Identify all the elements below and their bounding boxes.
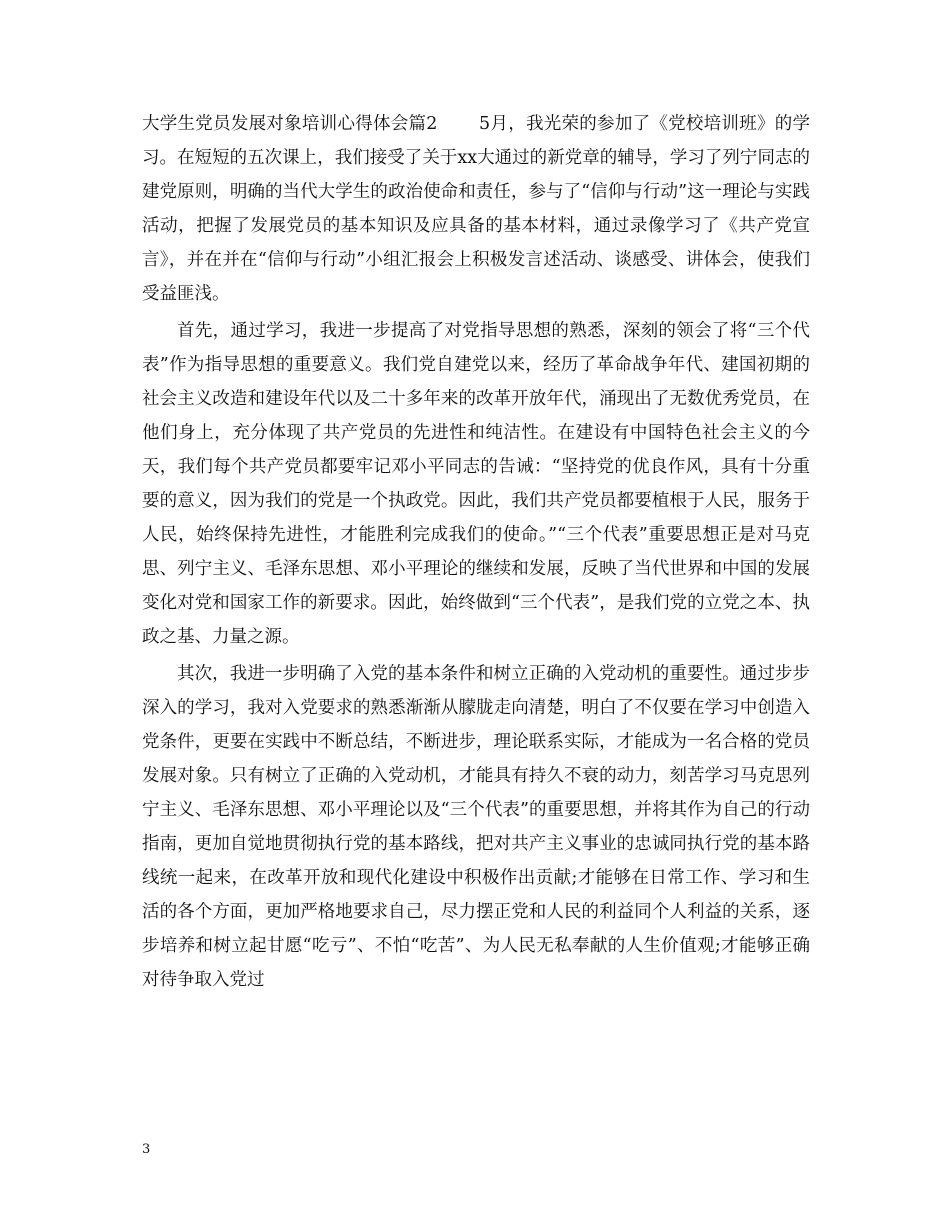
paragraph-intro: 大学生党员发展对象培训心得体会篇2 5月，我光荣的参加了《党校培训班》的学习。在短短的五次课上，我们接受了关于xx大通过的新党章的辅导，学习了列宁同志的建党原则，明确的当代大学生的政治使命和责任，参与了“信仰与行动”这一理论与实践活动，把握了发展党员的基本知识及应具备的基本材料，通过录像学习了《共产党宣言》，并在并在“信仰与行动”小组汇报会上积极发言述活动、谈感受、讲体会，使我们受益匪浅。 — [142, 114, 810, 304]
paragraph-second-point: 其次，我进一步明确了入党的基本条件和树立正确的入党动机的重要性。通过步步深入的学习，我对入党要求的熟悉渐渐从朦胧走向清楚，明白了不仅要在学习中创造入党条件，更要在实践中不断总结，不断进步，理论联系实际，才能成为一名合格的党员发展对象。只有树立了正确的入党动机，才能具有持久不衰的动力，刻苦学习马克思列宁主义、毛泽东思想、邓小平理论以及“三个代表”的重要思想，并将其作为自己的行动指南，更加自觉地贯彻执行党的基本路线，把对共产主义事业的忠诚同执行党的基本路线统一起来，在改革开放和现代化建设中积极作出贡献;才能够在日常工作、学习和生活的各个方面，更加严格地要求自己，尽力摆正党和人民的利益同个人利益的关系，逐步培养和树立起甘愿“吃亏”、不怕“吃苦”、为人民无私奉献的人生价值观;才能够正确对待争取入党过 — [142, 664, 810, 990]
page-number: 3 — [142, 1142, 151, 1157]
paragraph-first-point: 首先，通过学习，我进一步提高了对党指导思想的熟悉，深刻的领会了将“三个代表”作为指导思想的重要意义。我们党自建党以来，经历了革命战争年代、建国初期的社会主义改造和建设年代以及二十多年来的改革开放年代，涌现出了无数优秀党员，在他们身上，充分体现了共产党员的先进性和纯洁性。在建设有中国特色社会主义的今天，我们每个共产党员都要牢记邓小平同志的告诫：“坚持党的优良作风，具有十分重要的意义，因为我们的党是一个执政党。因此，我们共产党员都要植根于人民，服务于人民，始终保持先进性，才能胜利完成我们的使命。”“三个代表”重要思想正是对马克思、列宁主义、毛泽东思想、邓小平理论的继续和发展，反映了当代世界和中国的发展变化对党和国家工作的新要求。因此，始终做到“三个代表”，是我们党的立党之本、执政之基、力量之源。 — [142, 321, 810, 647]
document-body — [142, 107, 810, 997]
